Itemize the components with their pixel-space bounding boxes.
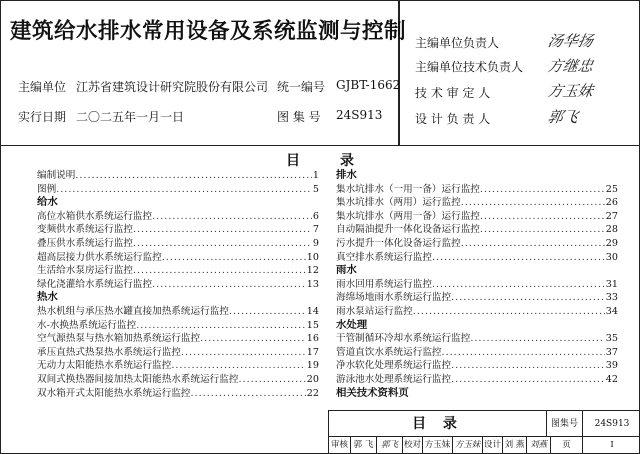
toc-entry[interactable]: [336, 196, 618, 210]
toc-leader-dots: [181, 346, 306, 360]
toc-page-number: 10: [306, 251, 319, 263]
toc-entry[interactable]: [336, 210, 618, 224]
toc-entry[interactable]: [336, 237, 618, 251]
toc-page-number: 26: [605, 197, 618, 209]
toc-section-heading: [336, 319, 618, 333]
toc-entry-title: 自动隔油提升一体化设备运行监控: [336, 224, 480, 236]
toc-entry-title: 高位水箱供水系统运行监控: [37, 210, 153, 222]
toc-entry-title: 空气源热泵与热水箱加热系统运行监控: [37, 333, 201, 345]
toc-entry-title: 净水软化处理系统运行监控: [336, 360, 452, 372]
toc-entry-title: 图例: [37, 183, 57, 195]
design-signature: 刘燕: [527, 437, 551, 454]
toc-leader-dots: [480, 210, 605, 224]
toc-leader-dots: [133, 264, 306, 278]
toc-entry[interactable]: [37, 346, 319, 360]
toc-section-heading: [37, 291, 319, 305]
toc-leader-dots: [136, 319, 306, 333]
signature: 方继忠: [546, 57, 595, 75]
toc-page-number: 33: [605, 292, 618, 304]
toc-page-number: 9: [312, 237, 319, 249]
toc-heading-right: 录: [340, 153, 354, 169]
toc-section-heading: [37, 196, 319, 210]
toc-entry[interactable]: [336, 291, 618, 305]
toc-left-column: [37, 169, 319, 400]
toc-entry-title: 承压直热式热泵热水系统运行监控: [37, 346, 181, 358]
toc-entry[interactable]: [336, 278, 618, 292]
toc-entry-title: 生活给水泵房运行监控: [37, 265, 133, 277]
toc-page-number: 42: [605, 373, 618, 385]
toc-leader-dots: [133, 237, 312, 251]
toc-entry-title: 海绵场地雨水系统运行监控: [336, 292, 452, 304]
design-label: 设计: [483, 437, 503, 454]
toc-entry[interactable]: [37, 373, 319, 387]
toc-entry-title: 雨水回用系统运行监控: [336, 278, 432, 290]
toc-entry-title: 编制说明: [37, 170, 76, 181]
toc-page-number: 28: [605, 224, 618, 236]
toc-leader-dots: [461, 237, 605, 251]
toc-entry[interactable]: [336, 332, 618, 346]
toc-leader-dots: [56, 183, 312, 197]
toc-page-number: 34: [605, 305, 618, 317]
signature: 郭飞: [546, 108, 580, 126]
toc-leader-dots: [200, 332, 306, 346]
toc-page-number: 35: [605, 333, 618, 345]
toc-page-number: 39: [605, 360, 618, 372]
toc-page-number: 25: [605, 183, 618, 195]
toc-page-number: 29: [605, 237, 618, 249]
signature-label: 技 术 审 定 人: [415, 86, 491, 100]
toc-leader-dots: [152, 278, 306, 292]
toc-page-number: 31: [605, 278, 618, 290]
toc-leader-dots: [133, 223, 312, 237]
toc-leader-dots: [432, 278, 605, 292]
toc-leader-dots: [451, 291, 605, 305]
toc-entry-title: 集水坑排水（两用）运行监控: [336, 197, 461, 209]
toc-entry-title: 双水箱开式太阳能热水系统运行监控: [37, 387, 191, 399]
toc-leader-dots: [152, 210, 312, 224]
toc-right-column: [336, 169, 618, 400]
toc-leader-dots: [75, 169, 312, 183]
org-label: 主编单位: [18, 80, 67, 94]
toc-entry[interactable]: [336, 373, 618, 387]
toc-entry[interactable]: [336, 251, 618, 265]
toc-leader-dots: [480, 223, 605, 237]
toc-entry-title: 真空排水系统运行监控: [336, 251, 432, 263]
toc-entry[interactable]: [336, 183, 618, 197]
toc-page-number: 13: [306, 278, 319, 290]
check-signature: 方玉妹: [453, 437, 483, 454]
date-label: 实行日期: [18, 110, 67, 124]
toc-heading-left: 目: [286, 153, 300, 169]
toc-entry[interactable]: [37, 387, 319, 401]
signature-label: 主编单位负责人: [415, 36, 500, 50]
date-value: 二〇二五年一月一日: [76, 110, 185, 124]
toc-leader-dots: [461, 196, 605, 210]
check-label: 校对: [403, 437, 423, 454]
org-value: 江苏省建筑设计研究院股份有限公司: [76, 80, 269, 94]
toc-entry[interactable]: [336, 346, 618, 360]
toc-entry[interactable]: [37, 237, 319, 251]
toc-page-number: 14: [306, 305, 319, 317]
toc-entry[interactable]: [37, 359, 319, 373]
toc-entry[interactable]: [37, 332, 319, 346]
toc-section-heading: [336, 169, 618, 183]
toc-entry-title: 给水: [37, 196, 58, 209]
toc-entry-title: 相关技术资料页: [336, 386, 409, 399]
toc-leader-dots: [451, 373, 605, 387]
toc-entry-title: 水处理: [336, 318, 368, 331]
toc-entry-title: 无动力太阳能热水系统运行监控: [37, 360, 172, 372]
toc-page-number: 30: [605, 251, 618, 263]
toc-page-number: 37: [605, 346, 618, 358]
review-signature: 郭飞: [377, 437, 403, 454]
title-block-atlas-value: 24S913: [583, 411, 640, 437]
signature-label: 设 计 负 责 人: [415, 112, 491, 126]
toc-entry[interactable]: [37, 251, 319, 265]
toc-entry-title: 排水: [336, 169, 357, 181]
toc-entry-title: 双间式换热器间接加热太阳能热水系统运行监控: [37, 373, 239, 385]
toc-entry[interactable]: [336, 359, 618, 373]
toc-entry-title: 集水坑排水（两用一备）运行监控: [336, 210, 480, 222]
toc-entry[interactable]: [37, 264, 319, 278]
toc-entry-title: 污水提升一体化设备运行监控: [336, 237, 461, 249]
signature: 方玉妹: [546, 82, 595, 100]
toc-leader-dots: [191, 387, 306, 401]
toc-entry[interactable]: [37, 210, 319, 224]
page-label: 页: [551, 437, 583, 454]
review-name: 郭 飞: [351, 437, 377, 454]
toc-page-number: 6: [312, 210, 319, 222]
toc-entry-title: 热水: [37, 291, 58, 304]
toc-leader-dots: [432, 251, 605, 265]
review-label: 审核: [329, 437, 351, 454]
toc-entry-title: 集水坑排水（一用一备）运行监控: [336, 183, 480, 195]
toc-entry-title: 干管制循环冷却水系统运行监控: [336, 333, 471, 345]
toc-page-number: 22: [306, 387, 319, 399]
toc-leader-dots: [451, 359, 605, 373]
signature-label: 主编单位技术负责人: [415, 60, 524, 74]
toc-entry[interactable]: [336, 305, 618, 319]
toc-entry-title: 热水机组与承压热水罐直接加热系统运行监控: [37, 305, 229, 317]
toc-page-number: 16: [306, 333, 319, 345]
toc-leader-dots: [171, 359, 305, 373]
title-block: [328, 410, 640, 454]
toc-page-number: 27: [605, 210, 618, 222]
toc-page-number: 15: [306, 319, 319, 331]
toc-page-number: 12: [306, 265, 319, 277]
toc-entry[interactable]: [37, 169, 319, 183]
toc-leader-dots: [480, 183, 605, 197]
atlas-number-value: 24S913: [336, 108, 383, 122]
toc-leader-dots: [238, 373, 305, 387]
toc-entry[interactable]: [37, 278, 319, 292]
toc-entry-title: 雨水泵站运行监控: [336, 305, 413, 317]
toc-section-heading: [336, 387, 618, 401]
signature: 汤华扬: [546, 32, 595, 50]
toc-page-number: 19: [306, 360, 319, 372]
toc-entry-title: 叠压供水系统运行监控: [37, 237, 133, 249]
atlas-title: 建筑给水排水常用设备及系统监测与控制: [10, 19, 407, 44]
toc-entry-title: 绿化浇灌给水系统运行监控: [37, 278, 153, 290]
toc-entry[interactable]: [37, 305, 319, 319]
atlas-number-label: 图 集 号: [277, 110, 321, 124]
toc-entry-title: 游泳池水处理系统运行监控: [336, 373, 452, 385]
toc-leader-dots: [470, 332, 604, 346]
toc-leader-dots: [229, 305, 306, 319]
toc-leader-dots: [162, 251, 306, 265]
code-value: GJBT-1662: [336, 78, 401, 92]
toc-entry[interactable]: [37, 223, 319, 237]
toc-entry[interactable]: [37, 319, 319, 333]
toc-entry-title: 管道直饮水系统运行监控: [336, 346, 442, 358]
title-block-signoff-row: [329, 437, 640, 454]
design-name: 刘 燕: [503, 437, 527, 454]
toc-section-heading: [336, 264, 618, 278]
title-block-name: 目 录: [329, 411, 547, 437]
code-label: 统一编号: [277, 80, 326, 94]
toc-page-number: 17: [306, 346, 319, 358]
page-value: I: [610, 440, 614, 450]
toc-entry-title: 雨水: [336, 264, 357, 277]
toc-page-number: 20: [306, 373, 319, 385]
toc-leader-dots: [413, 305, 605, 319]
toc-entry[interactable]: [336, 223, 618, 237]
check-name: 方玉妹: [423, 437, 453, 454]
toc-entry[interactable]: [37, 183, 319, 197]
toc-page-number: 1: [312, 170, 319, 181]
toc-page-number: 5: [312, 183, 319, 195]
cover-header: [0, 0, 640, 146]
toc-leader-dots: [442, 346, 605, 360]
toc-entry-title: 水-水换热系统运行监控: [37, 319, 137, 331]
title-block-atlas-label: 图集号: [547, 411, 583, 437]
toc-entry-title: 变频供水系统运行监控: [37, 224, 133, 236]
toc-entry-title: 超高层接力供水系统运行监控: [37, 251, 162, 263]
toc-page-number: 7: [312, 224, 319, 236]
